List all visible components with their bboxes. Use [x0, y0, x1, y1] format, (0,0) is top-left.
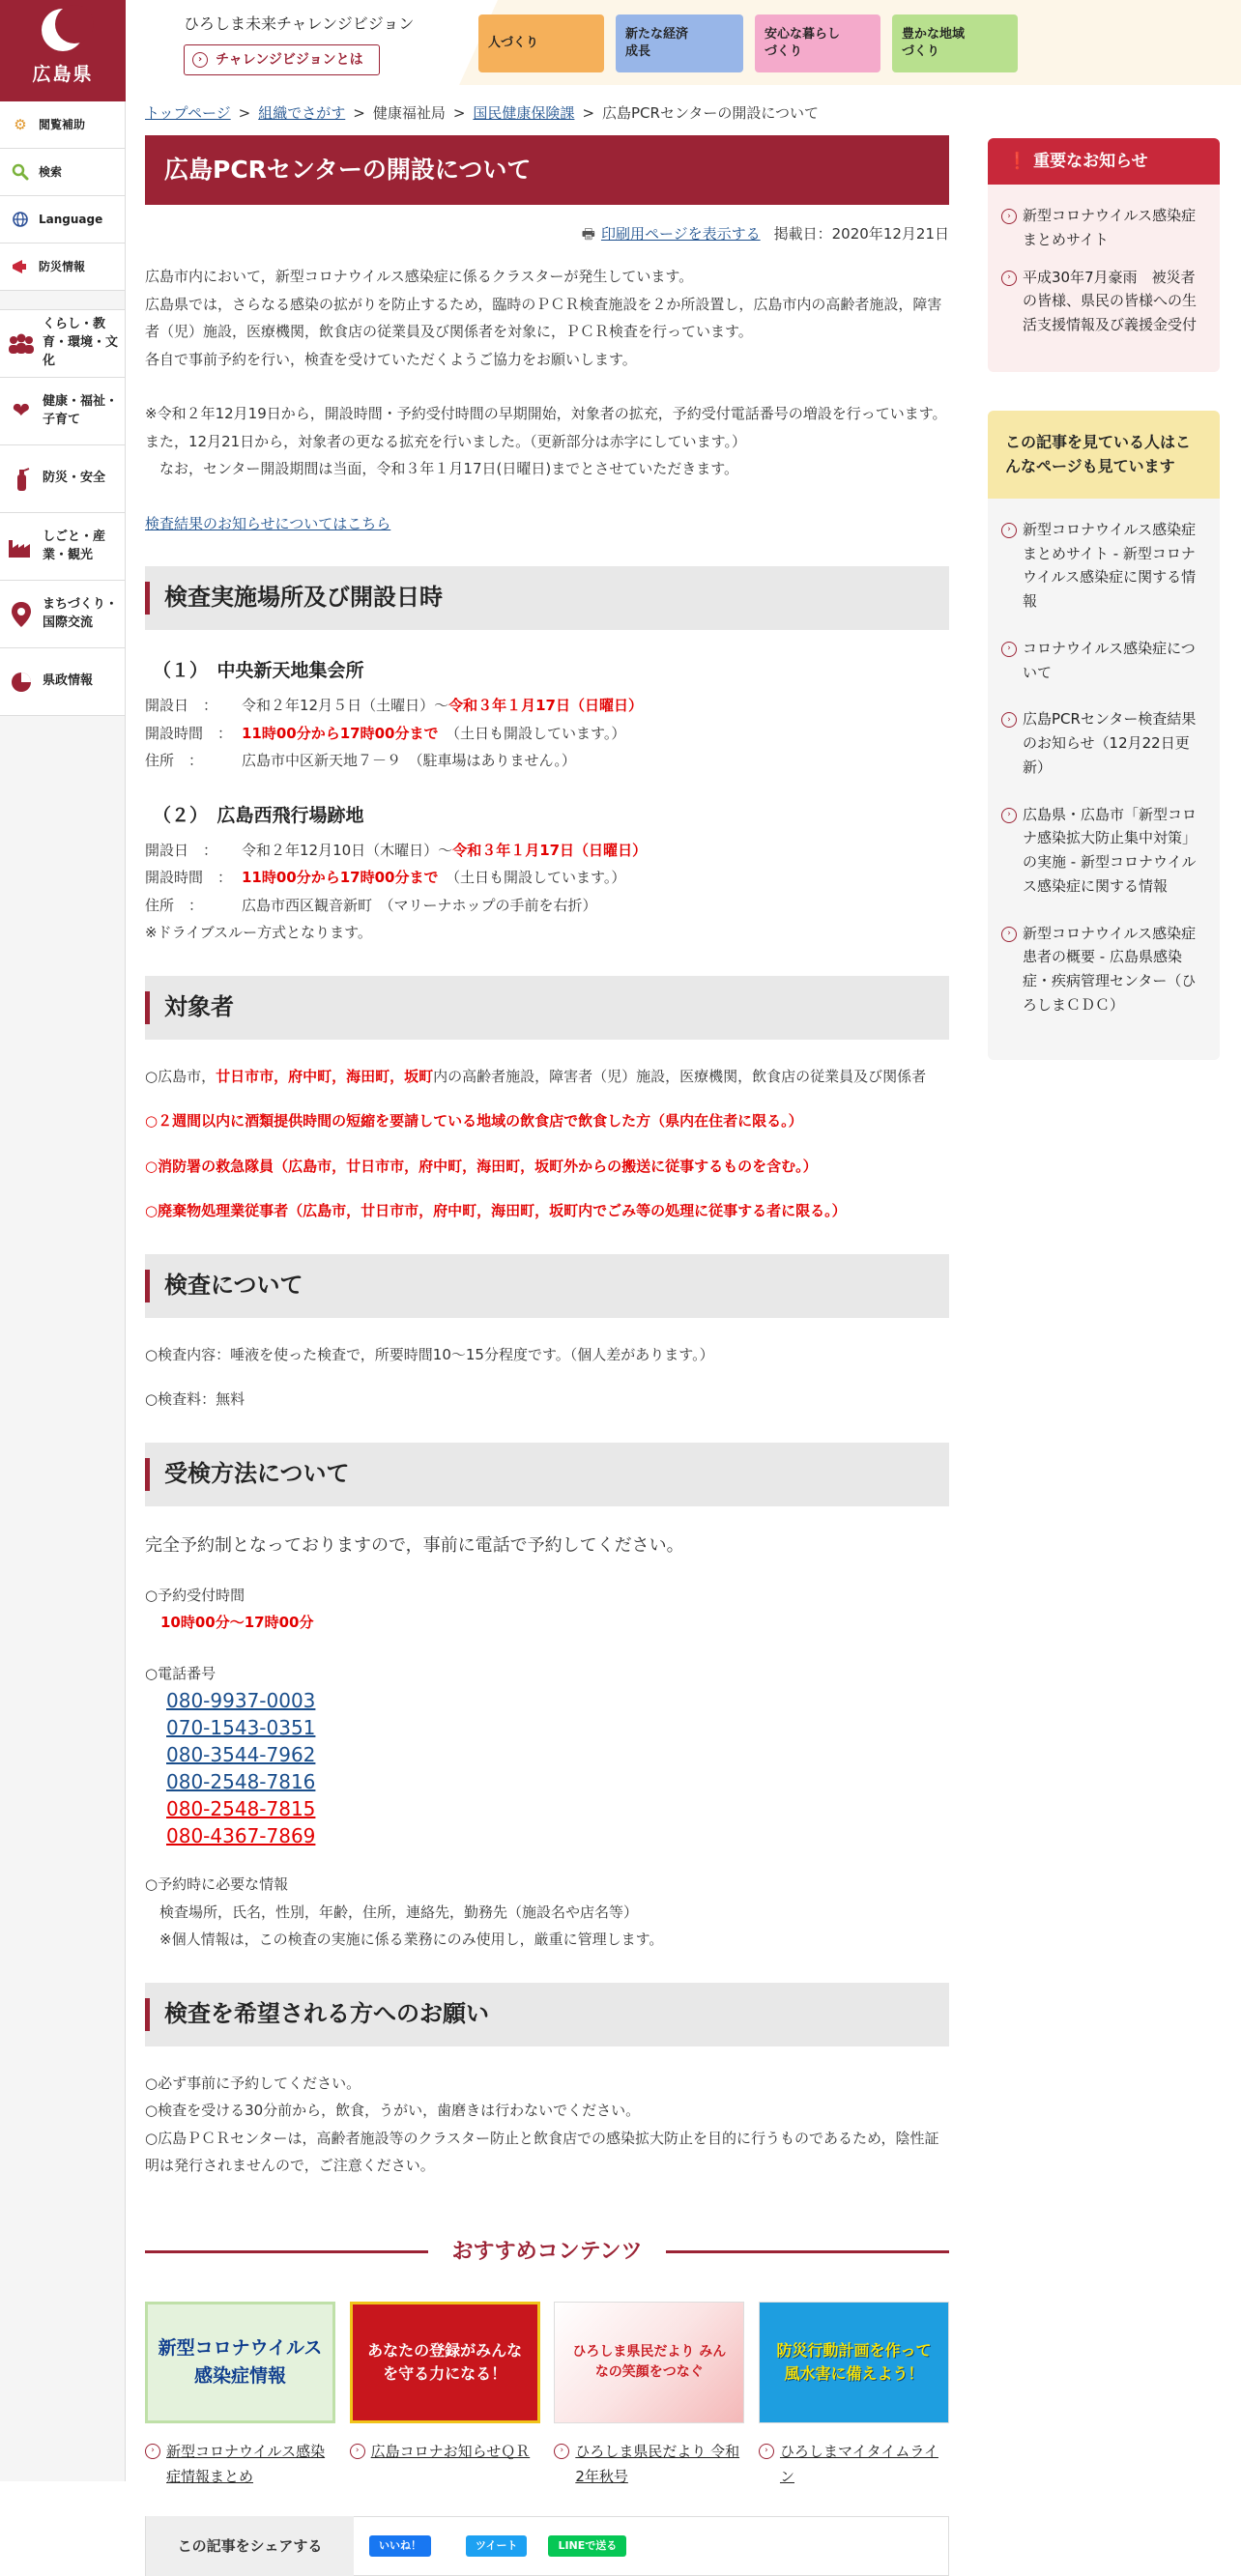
- vision-button[interactable]: › チャレンジビジョンとは: [184, 44, 380, 75]
- update-note: ※令和２年12月19日から，開設時間・予約受付時間の早期開始，対象者の拡充，予約受付電話番号の増設を行っています。また，12月21日から，対象者の更なる拡充を行いました。（更新部分は赤字にしています。） なお，センター開設期間は当面，令和３年１月17日(日曜日)までとさせていただきます。: [145, 405, 947, 477]
- target-item-3: ○消防署の救急隊員（広島市，廿日市市，府中町，海田町，坂町外からの搬送に従事するものを含む。）: [145, 1157, 818, 1175]
- extinguisher-icon: [8, 466, 35, 493]
- recommend-grid: [145, 2302, 949, 2490]
- vision-box: [126, 0, 459, 85]
- exclamation-icon: ❗: [1007, 152, 1028, 171]
- recommend-link[interactable]: ひろしまマイタイムライン: [779, 2442, 938, 2485]
- map-pin-icon: [8, 601, 35, 628]
- breadcrumb-org[interactable]: 組織でさがす: [258, 104, 346, 122]
- also-viewed-box: [988, 411, 1220, 1060]
- target-item-1: ○広島市，廿日市市，府中町，海田町，坂町内の高齢者施設，障害者（児）施設，医療機関，飲食店の従業員及び関係者: [145, 1067, 927, 1085]
- article-meta: [145, 205, 949, 263]
- reservation-hours: 10時00分～17時00分: [160, 1614, 314, 1632]
- chevron-right-icon: ›: [192, 52, 208, 68]
- chevron-right-icon: ›: [1001, 808, 1017, 823]
- phone-link[interactable]: 080-3544-7962: [166, 1743, 316, 1767]
- recommend-link[interactable]: ひろしま県民だより 令和2年秋号: [575, 2442, 740, 2485]
- sidebar-util-accessibility[interactable]: ⚙ 閲覧補助: [0, 101, 125, 149]
- sidebar-divider: [0, 291, 125, 310]
- site1-title: （１） 中央新天地集会所: [153, 660, 364, 681]
- recommend-banner-kenmin[interactable]: ひろしま県民だより みんなの笑顔をつなぐ: [554, 2302, 744, 2423]
- recommend-card: [145, 2302, 335, 2490]
- chevron-right-icon: ›: [350, 2444, 365, 2459]
- also-viewed-link[interactable]: 広島PCRセンター検査結果のお知らせ（12月22日更新）: [1023, 710, 1197, 776]
- chevron-right-icon: ›: [554, 2444, 569, 2459]
- test-fee: ○検査料：無料: [145, 1390, 245, 1409]
- site1-hours: 開設時間 ： 11時00分から17時00分まで （土日も開設しています。）: [145, 724, 626, 742]
- notice-heading: ❗ 重要なお知らせ: [988, 138, 1220, 185]
- notice-link[interactable]: 新型コロナウイルス感染症 まとめサイト: [1023, 207, 1197, 248]
- recommend-card: [350, 2302, 540, 2490]
- section-heading-method: 受検方法について: [145, 1443, 949, 1506]
- method-lead: 完全予約制となっておりますので，事前に電話で予約してください。: [145, 1534, 684, 1556]
- vision-tile-region[interactable]: 豊かな地域づくり: [892, 14, 1018, 72]
- also-viewed-link[interactable]: 新型コロナウイルス感染症 まとめサイト - 新型コロナウイルス感染症に関する情報: [1023, 520, 1197, 611]
- heart-icon: ❤: [12, 398, 31, 423]
- sidebar-cat-health[interactable]: ❤ 健康・福祉・子育て: [0, 378, 125, 445]
- chevron-right-icon: ›: [1001, 927, 1017, 942]
- recommend-banner-qr[interactable]: あなたの登録がみんなを守る力になる！: [350, 2302, 540, 2423]
- recommend-banner-corona[interactable]: 新型コロナウイルス感染症情報: [145, 2302, 335, 2423]
- vision-tile-people[interactable]: 人づくり: [478, 14, 604, 72]
- facebook-like-button[interactable]: いいね！: [369, 2535, 431, 2557]
- site1-period: 開設日 ： 令和２年12月５日（土曜日）～令和３年１月17日（日曜日）: [145, 697, 643, 715]
- sidebar-cat-safety[interactable]: 防災・安全: [0, 445, 125, 513]
- posted-date: 掲載日：2020年12月21日: [773, 225, 949, 243]
- phone-link[interactable]: 080-2548-7816: [166, 1770, 316, 1794]
- breadcrumb-current: 広島PCRセンターの開設について: [602, 104, 820, 122]
- sidebar-util-search[interactable]: 検索: [0, 149, 125, 196]
- sidebar-cat-work[interactable]: しごと・産業・観光: [0, 513, 125, 581]
- vision-tile-safety[interactable]: 安心な暮らしづくり: [755, 14, 880, 72]
- also-viewed-link[interactable]: 新型コロナウイルス感染症患者の概要 - 広島県感染症・疾病管理センター（ひろしまＣＤＣ）: [1023, 924, 1197, 1014]
- info-fields: 検査場所，氏名，性別，年齢，住所，連絡先，勤務先（施設名や店名等）: [145, 1903, 639, 1921]
- section-heading-requests: 検査を希望される方へのお願い: [145, 1983, 949, 2046]
- recommend-link[interactable]: 広島コロナお知らせＱＲ: [370, 2442, 531, 2460]
- recommend-card: [759, 2302, 949, 2490]
- also-viewed-link[interactable]: 広島県・広島市「新型コロナ感染拡大防止集中対策」の実施 - 新型コロナウイルス感染症に関する情報: [1023, 805, 1198, 895]
- request-item: ○広島ＰＣＲセンターは，高齢者施設等のクラスター防止と飲食店での感染拡大防止を目的に行うものであるため，陰性証明は発行されませんので，ご注意ください。: [145, 2129, 939, 2175]
- left-sidebar: [0, 0, 126, 2481]
- site2-note: ※ドライブスルー方式となります。: [145, 924, 372, 942]
- tweet-button[interactable]: ツイート: [466, 2535, 527, 2557]
- chevron-right-icon: ›: [1001, 642, 1017, 657]
- share-bar: [145, 2516, 949, 2576]
- gears-icon: ⚙: [14, 115, 27, 133]
- site-header: [126, 0, 1241, 85]
- chevron-right-icon: ›: [1001, 209, 1017, 224]
- also-viewed-heading: この記事を見ている人はこんなページも見ています: [988, 411, 1220, 499]
- phone-link[interactable]: 080-9937-0003: [166, 1689, 316, 1713]
- request-item: ○必ず事前に予約してください。: [145, 2074, 361, 2092]
- test-content: ○検査内容：唾液を使った検査で，所要時間10～15分程度です。（個人差があります。）: [145, 1345, 714, 1363]
- breadcrumb-home[interactable]: トップページ: [145, 104, 231, 122]
- recommend-heading: おすすめコンテンツ: [145, 2232, 949, 2273]
- page-title: 広島PCRセンターの開設について: [145, 135, 949, 205]
- notice-link[interactable]: 平成30年7月豪雨 被災者の皆様、県民の皆様への生活支援情報及び義援金受付: [1023, 268, 1198, 333]
- request-item: ○検査を受ける30分前から，飲食，うがい，歯磨きは行わないでください。: [145, 2102, 641, 2120]
- phones-label: ○電話番号: [145, 1664, 216, 1682]
- line-share-button[interactable]: LINEで送る: [548, 2535, 626, 2557]
- section-heading-sites: 検査実施場所及び開設日時: [145, 566, 949, 630]
- chevron-right-icon: ›: [1001, 712, 1017, 728]
- target-item-2: ○２週間以内に酒類提供時間の短縮を要請している地域の飲食店で飲食した方（県内在住者に限る。）: [145, 1112, 803, 1131]
- section-heading-target: 対象者: [145, 976, 949, 1040]
- sidebar-cat-town[interactable]: まちづくり・国際交流: [0, 581, 125, 648]
- recommend-link[interactable]: 新型コロナウイルス感染症情報まとめ: [166, 2442, 326, 2485]
- sidebar-util-disaster[interactable]: 防災情報: [0, 243, 125, 291]
- pie-chart-icon: [8, 669, 35, 696]
- printer-icon: 🖶: [581, 225, 595, 243]
- chevron-right-icon: ›: [759, 2444, 774, 2459]
- recommend-card: [554, 2302, 744, 2490]
- section-heading-test: 検査について: [145, 1254, 949, 1318]
- factory-icon: [8, 533, 35, 560]
- breadcrumb: トップページ > 組織でさがす > 健康福祉局 > 国民健康保険課 > 広島PCRセンターの開設について: [145, 104, 820, 122]
- sidebar-cat-living[interactable]: くらし・教育・環境・文化: [0, 310, 125, 378]
- important-notice-box: [988, 138, 1220, 372]
- recommend-banner-timeline[interactable]: 防災行動計画を作って風水害に備えよう！: [759, 2302, 949, 2423]
- privacy-note: ※個人情報は，この検査の実施に係る業務にのみ使用し，厳重に管理します。: [145, 1931, 664, 1949]
- target-item-4: ○廃棄物処理業従事者（広島市，廿日市市，府中町，海田町，坂町内でごみ等の処理に従事する者に限る。）: [145, 1202, 847, 1220]
- globe-icon: [10, 209, 31, 230]
- intro-text: 広島市内において，新型コロナウイルス感染症に係るクラスターが発生しています。 広島県では，さらなる感染の拡がりを防止するため，臨時のＰＣＲ検査施設を２か所設置し，広島市内の高齢者施設，障害者（児）施設，医療機関，飲食店の従業員及び関係者を対象に，ＰＣＲ検査を行っています。 各自で事前予約を行い，検査を受けていただくようご協力をお願いします。: [145, 268, 942, 368]
- search-icon: [10, 161, 31, 183]
- print-link[interactable]: 印刷用ページを表示する: [600, 225, 761, 243]
- vision-tile-economy[interactable]: 新たな経済成長: [616, 14, 743, 72]
- logo-name: 広島県: [32, 64, 94, 86]
- sidebar-cat-government[interactable]: 県政情報: [0, 648, 125, 716]
- breadcrumb-division[interactable]: 国民健康保険課: [473, 104, 575, 122]
- site2-period: 開設日 ： 令和２年12月10日（木曜日）～令和３年１月17日（日曜日）: [145, 841, 648, 859]
- people-icon: [8, 330, 35, 358]
- request-list: [145, 2070, 949, 2180]
- phone-link-new[interactable]: 080-4367-7869: [166, 1824, 316, 1848]
- vision-title: ひろしま未来チャレンジビジョン: [184, 14, 415, 33]
- logo-mark-icon: [42, 9, 84, 51]
- results-link[interactable]: 検査結果のお知らせについてはこちら: [145, 514, 391, 532]
- reservation-hours-label: ○予約受付時間: [145, 1586, 245, 1604]
- phone-link[interactable]: 070-1543-0351: [166, 1716, 316, 1740]
- main-content: [145, 93, 949, 2576]
- site1-address: 住所 ： 広島市中区新天地７－９ （駐車場はありません。）: [145, 752, 576, 770]
- breadcrumb-bureau: 健康福祉局: [372, 104, 446, 122]
- share-label: この記事をシェアする: [146, 2516, 354, 2576]
- right-column: [988, 138, 1220, 1060]
- chevron-right-icon: ›: [145, 2444, 160, 2459]
- site2-address: 住所 ： 広島市西区観音新町 （マリーナホップの手前を右折）: [145, 896, 597, 914]
- sidebar-util-language[interactable]: Language: [0, 196, 125, 243]
- site2-title: （２） 広島西飛行場跡地: [153, 804, 364, 826]
- info-label: ○予約時に必要な情報: [145, 1875, 289, 1894]
- also-viewed-link[interactable]: コロナウイルス感染症について: [1023, 639, 1196, 681]
- chevron-right-icon: ›: [1001, 523, 1017, 538]
- site2-hours: 開設時間 ： 11時00分から17時00分まで （土日も開設しています。）: [145, 869, 626, 887]
- chevron-right-icon: ›: [1001, 271, 1017, 286]
- phone-link-new[interactable]: 080-2548-7815: [166, 1797, 316, 1821]
- site-logo[interactable]: [0, 0, 126, 101]
- megaphone-icon: [10, 256, 31, 277]
